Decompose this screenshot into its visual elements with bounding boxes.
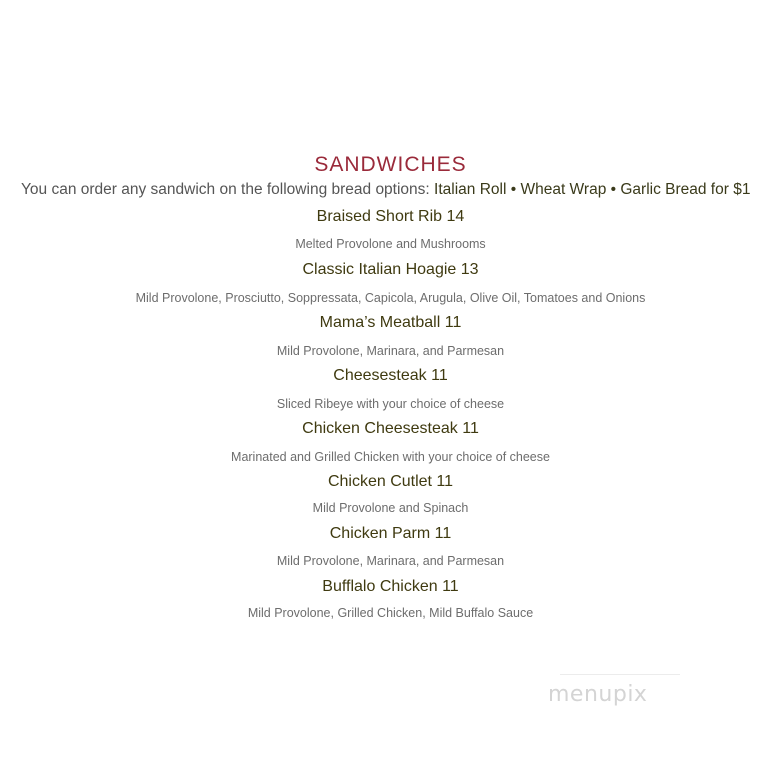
menu-item-description: Mild Provolone and Spinach [312, 501, 469, 515]
menu-item-description: Mild Provolone, Grilled Chicken, Mild Buffalo Sauce [247, 606, 534, 620]
menu-item-name: Cheesesteak 11 [333, 367, 448, 384]
watermark-logo: menupix [548, 682, 648, 707]
menu-item-description: Melted Provolone and Mushrooms [295, 237, 486, 251]
bread-options-list: Italian Roll • Wheat Wrap • Garlic Bread for $1 [434, 181, 751, 198]
menu-item-description: Mild Provolone, Prosciutto, Soppressata, Capicola, Arugula, Olive Oil, Tomatoes and Onions [135, 291, 646, 305]
bread-options-intro: You can order any sandwich on the following bread options: [21, 181, 435, 198]
menu-item-description: Mild Provolone, Marinara, and Parmesan [276, 554, 505, 568]
menu-item-name: Braised Short Rib 14 [316, 208, 465, 225]
section-title: SANDWICHES [314, 153, 467, 176]
watermark-divider [560, 674, 680, 675]
menu-item-name: Mama’s Meatball 11 [319, 314, 462, 331]
menu-item-name: Chicken Parm 11 [329, 525, 452, 542]
menu-item-description: Mild Provolone, Marinara, and Parmesan [276, 344, 505, 358]
menu-item-name: Classic Italian Hoagie 13 [302, 261, 479, 278]
menu-item-description: Sliced Ribeye with your choice of cheese [276, 397, 505, 411]
menu-item-description: Marinated and Grilled Chicken with your choice of cheese [231, 450, 550, 464]
menu-item-name: Chicken Cheesesteak 11 [302, 420, 479, 437]
menu-item-name: Chicken Cutlet 11 [327, 473, 454, 490]
bread-options-note [21, 181, 781, 199]
menu-item-name: Bufflalo Chicken 11 [322, 578, 459, 595]
